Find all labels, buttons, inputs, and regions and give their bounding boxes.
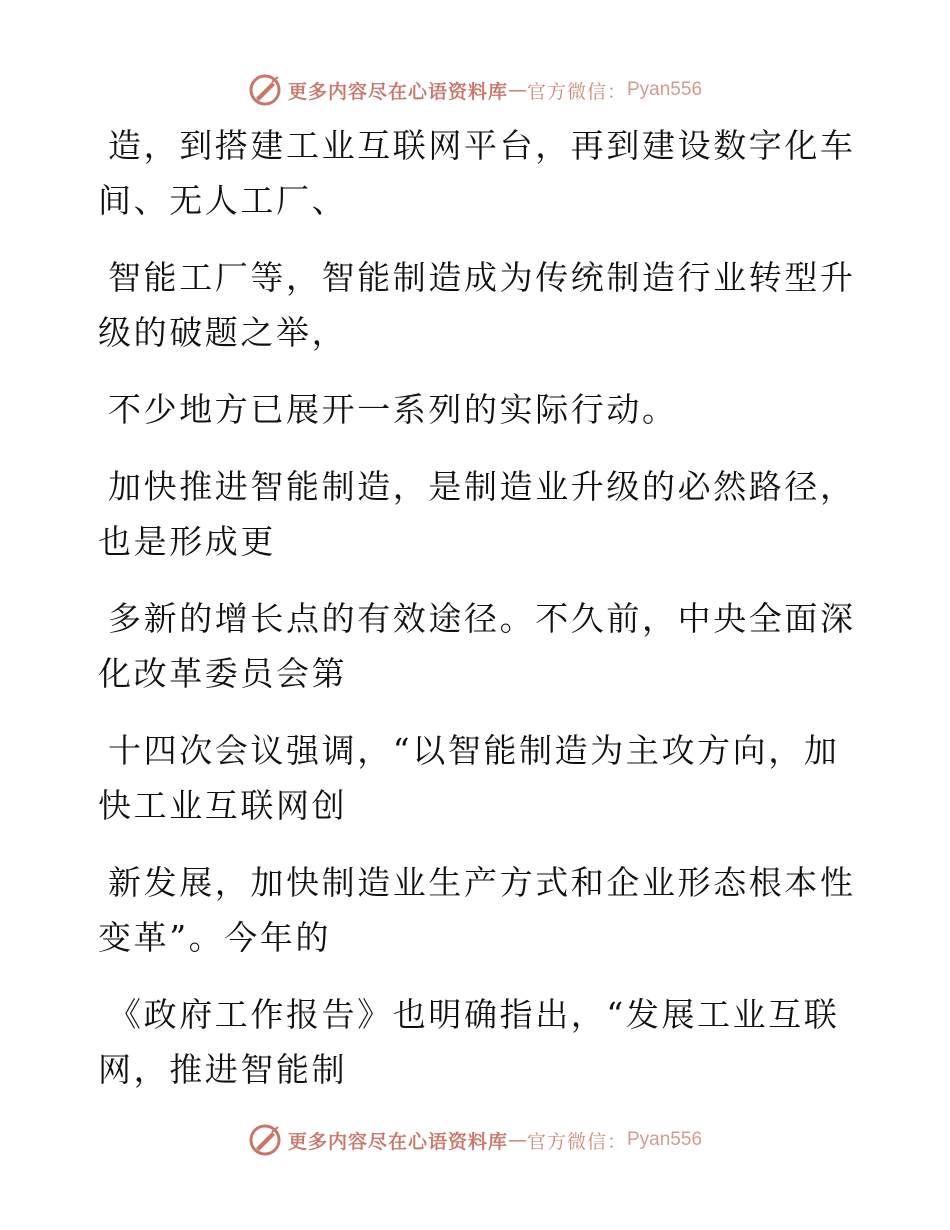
paragraph-line: 间、无人工厂、 xyxy=(98,181,348,220)
paragraph-line: 加快推进智能制造，是制造业升级的必然路径， xyxy=(108,467,856,506)
header-watermark xyxy=(0,70,950,110)
watermark-wechat-id: Pyan556 xyxy=(627,1129,703,1150)
paragraph xyxy=(98,855,856,965)
paragraph xyxy=(98,118,856,228)
watermark-wechat-label: 官方微信： xyxy=(526,1130,627,1153)
paragraph-line: 十四次会议强调，“以智能制造为主攻方向，加 xyxy=(108,731,840,770)
paragraph-line: 不少地方已展开一系列的实际行动。 xyxy=(108,390,678,429)
paragraph-line: 级的破题之举， xyxy=(98,313,348,352)
paragraph xyxy=(98,591,856,701)
paragraph xyxy=(98,723,838,833)
paragraph-line: 网，推进智能制 xyxy=(98,1050,348,1089)
quill-seal-icon xyxy=(248,73,282,107)
paragraph-line: 变革”。今年的 xyxy=(98,918,332,957)
watermark-main-text: 更多内容尽在心语资料库 xyxy=(287,1130,508,1153)
paragraph xyxy=(98,987,838,1097)
watermark-wechat-id: Pyan556 xyxy=(627,79,703,100)
quill-seal-icon xyxy=(248,1123,282,1157)
paragraph-line: 智能工厂等，智能制造成为传统制造行业转型升 xyxy=(108,258,856,297)
paragraph-line: 也是形成更 xyxy=(98,522,276,561)
watermark-separator: — xyxy=(507,79,527,101)
paragraph-line: 造，到搭建工业互联网平台，再到建设数字化车 xyxy=(108,126,856,165)
document-body xyxy=(98,118,856,1119)
watermark-main-text: 更多内容尽在心语资料库 xyxy=(287,80,508,103)
watermark-wechat-label: 官方微信： xyxy=(526,80,627,103)
footer-watermark xyxy=(0,1120,950,1160)
paragraph xyxy=(98,382,838,437)
watermark-separator: — xyxy=(507,1129,527,1151)
paragraph-line: 《政府工作报告》也明确指出，“发展工业互联 xyxy=(108,995,840,1034)
paragraph xyxy=(98,250,856,360)
paragraph-line: 快工业互联网创 xyxy=(98,786,348,825)
paragraph xyxy=(98,459,856,569)
paragraph-line: 化改革委员会第 xyxy=(98,654,348,693)
paragraph-line: 多新的增长点的有效途径。不久前，中央全面深 xyxy=(108,599,856,638)
paragraph-line: 新发展，加快制造业生产方式和企业形态根本性 xyxy=(108,863,856,902)
